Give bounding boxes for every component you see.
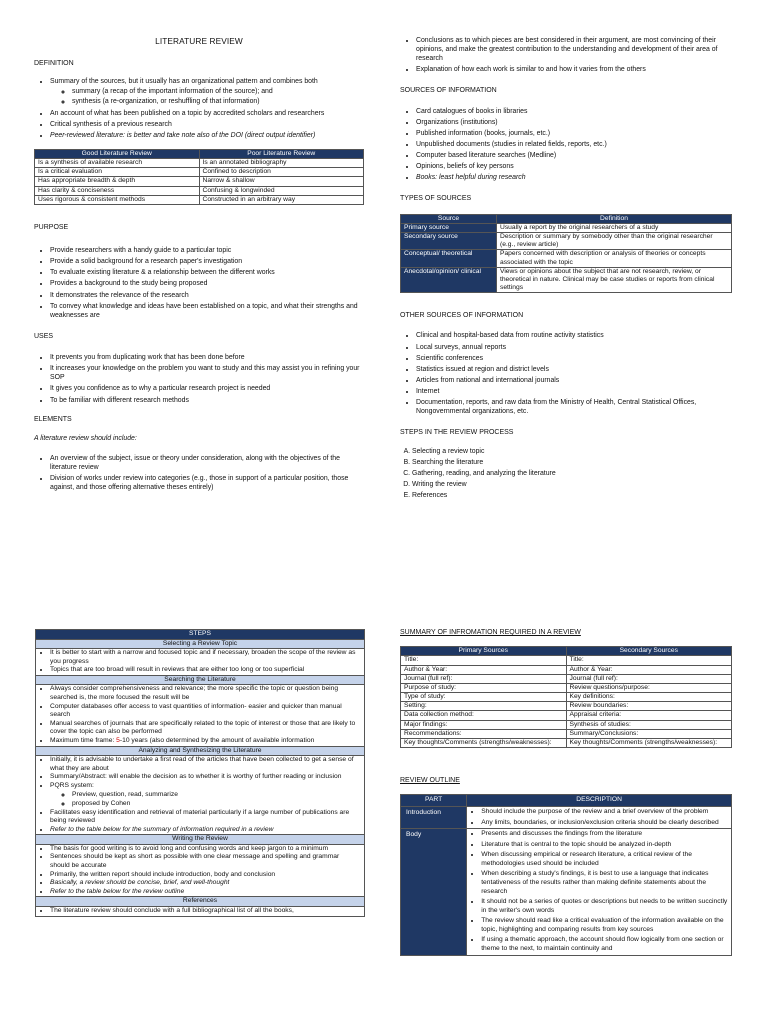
- table-row: Is a synthesis of available research Is an annotated bibliography: [35, 159, 364, 168]
- list-item: • Sentences should be kept as short as possible with one clear message and spelling and grammar should be accurate: [50, 853, 360, 870]
- good-poor-review-table: [34, 149, 364, 205]
- uses-list: [34, 353, 364, 405]
- list-item: A. Selecting a review topic: [412, 447, 732, 456]
- list-item: • It prevents you from duplicating work that has been done before: [50, 353, 364, 362]
- bottom-right-column: [400, 628, 732, 956]
- list-item: • It is better to start with a narrow and focused topic and if necessary, broaden the scope of the review as you progress: [50, 649, 360, 666]
- list-item: • PQRS system: ◦ Preview, question, read, summarize ◦ proposed by Cohen: [50, 782, 360, 809]
- steps-header: STEPS: [36, 630, 365, 640]
- list-item: • It demonstrates the relevance of the research: [50, 291, 364, 300]
- table-row: [401, 829, 732, 956]
- table-header: PART: [401, 795, 467, 807]
- table-row: Uses rigorous & consistent methods Constructed in an arbitrary way: [35, 195, 364, 204]
- review-process-heading: STEPS IN THE REVIEW PROCESS: [400, 429, 514, 437]
- list-item: • The literature review should conclude with a full bibliographical list of all the books,: [50, 907, 360, 916]
- list-item: • Refer to the table below for the review outline: [50, 888, 360, 897]
- elements-intro: A literature review should include:: [34, 434, 137, 442]
- list-item: • Peer-reviewed literature: is better and take note also of the DOI (direct output identifier): [50, 131, 364, 140]
- other-sources-list: [400, 331, 732, 416]
- list-item: • To evaluate existing literature & a relationship between the different works: [50, 268, 364, 277]
- steps-section-body: [36, 844, 365, 896]
- table-header: Poor Literature Review: [199, 149, 364, 158]
- table-row: Setting: Review boundaries:: [401, 702, 732, 711]
- steps-section-body: [36, 756, 365, 835]
- list-item: • Organizations (institutions): [416, 118, 732, 127]
- list-item: • To be familiar with different research methods: [50, 396, 364, 405]
- list-item: • Any limits, boundaries, or inclusion/exclusion criteria should be clearly described: [481, 819, 728, 828]
- table-row: Primary source Usually a report by the original researchers of a study: [401, 223, 732, 232]
- elements-continued-list: [400, 36, 732, 74]
- definition-heading: DEFINITION: [34, 59, 74, 67]
- list-item: • Statistics issued at region and district levels: [416, 365, 732, 374]
- list-item: • Computer based literature searches (Medline): [416, 151, 732, 160]
- list-item: • Critical synthesis of a previous research: [50, 120, 364, 129]
- table-header: Good Literature Review: [35, 149, 200, 158]
- other-sources-heading: OTHER SOURCES OF INFORMATION: [400, 312, 524, 320]
- purpose-list: [34, 246, 364, 320]
- table-row: Type of study: Key definitions:: [401, 693, 732, 702]
- list-item: ◦ synthesis (a re-organization, or reshuffling of that information): [72, 97, 364, 106]
- table-row: Recommendations: Summary/Conclusions:: [401, 729, 732, 738]
- table-header: Source: [401, 214, 497, 223]
- list-item: • The review should read like a critical evaluation of the information available on the topic, highlighting and comparing results from key sources: [481, 917, 728, 934]
- list-item: • If using a thematic approach, the account should flow logically from one section or theme to the next, to maintain continuity and: [481, 936, 728, 953]
- types-of-sources-table: [400, 214, 732, 294]
- list-item: • Opinions, beliefs of key persons: [416, 162, 732, 171]
- table-row: Journal (full ref): Journal (full ref):: [401, 674, 732, 683]
- list-item: • Basically, a review should be concise, brief, and well-thought: [50, 879, 360, 888]
- outline-part-introduction: Introduction: [401, 806, 467, 828]
- list-item: B. Searching the literature: [412, 458, 732, 467]
- list-item: • Summary/Abstract: will enable the decision as to whether it is worthy of further reading or inclusion: [50, 773, 360, 782]
- table-row: [401, 806, 732, 828]
- table-row: Major findings: Synthesis of studies:: [401, 720, 732, 729]
- list-item: • Presents and discusses the findings from the literature: [481, 830, 728, 839]
- list-item: • Primarily, the written report should include introduction, body and conclusion: [50, 871, 360, 880]
- list-item: • It gives you confidence as to why a particular research project is needed: [50, 384, 364, 393]
- steps-section-title: Selecting a Review Topic: [36, 639, 365, 649]
- list-item: • Manual searches of journals that are specifically related to the topic of interest or those that are likely to cover the topic can also be performed: [50, 720, 360, 737]
- sources-heading: SOURCES OF INFORMATION: [400, 87, 497, 95]
- outline-part-body: Body: [401, 829, 467, 956]
- elements-list: [34, 454, 364, 492]
- list-item: • Internet: [416, 387, 732, 396]
- top-right-column: [400, 36, 732, 500]
- review-process-list: [400, 447, 732, 501]
- list-item: • Explanation of how each work is similar to and how it varies from the others: [416, 65, 732, 74]
- summary-table: [400, 646, 732, 748]
- table-row: Conceptual/ theoretical Papers concerned with description or analysis of theories or concepts associated with the topic: [401, 250, 732, 267]
- list-item: • Computer databases offer access to vast quantities of information- easier and quicker than manual search: [50, 703, 360, 720]
- list-item: C. Gathering, reading, and analyzing the literature: [412, 469, 732, 478]
- list-item: • An account of what has been published on a topic by accredited scholars and researchers: [50, 109, 364, 118]
- steps-section-body: [36, 906, 365, 916]
- list-item: • Division of works under review into categories (e.g., those in support of a particular position, those against, and those offering alternative theses entirely): [50, 474, 364, 492]
- list-item: • It increases your knowledge on the problem you want to study and this may assist you in refining your SOP: [50, 364, 364, 382]
- top-left-column: [34, 36, 364, 501]
- list-item: • When describing a study's findings, it is best to use a language that indicates tentativeness of the results rather than making definite statements about the research: [481, 870, 728, 896]
- list-item: • Provide researchers with a handy guide to a particular topic: [50, 246, 364, 255]
- list-item: • Documentation, reports, and raw data from the Ministry of Health, Central Statistical Offices, Nongovernmental organizations, etc.: [416, 398, 732, 416]
- list-item: • Scientific conferences: [416, 354, 732, 363]
- list-item: • The basis for good writing is to avoid long and confusing words and keep jargon to a minimum: [50, 845, 360, 854]
- table-row: Data collection method: Appraisal criteria:: [401, 711, 732, 720]
- list-item: • Conclusions as to which pieces are best considered in their argument, are most convincing of their opinions, and make the greatest contribution to the understanding and development of their area of research: [416, 36, 732, 63]
- list-item: • Clinical and hospital-based data from routine activity statistics: [416, 331, 732, 340]
- review-outline-heading: REVIEW OUTLINE: [400, 777, 460, 785]
- list-item: • Books: least helpful during research: [416, 173, 732, 182]
- list-item: • To convey what knowledge and ideas have been established on a topic, and what their strengths and weaknesses are: [50, 302, 364, 320]
- table-row: Is a critical evaluation Confined to description: [35, 168, 364, 177]
- list-item: • Provides a background to the study being proposed: [50, 279, 364, 288]
- list-item: • Literature that is central to the topic should be analyzed in-depth: [481, 841, 728, 850]
- list-item: • Provide a solid background for a research paper's investigation: [50, 257, 364, 266]
- list-item: • Facilitates easy identification and retrieval of material particularly if a large number of publications are being reviewed: [50, 809, 360, 826]
- list-item: ◦ proposed by Cohen: [72, 800, 360, 809]
- steps-section-title: Analyzing and Synthesizing the Literature: [36, 746, 365, 756]
- list-item: • Topics that are too broad will result in reviews that are either too long or too superficial: [50, 666, 360, 675]
- table-row: Secondary source Description or summary by somebody other than the original researcher (e.g., review article): [401, 233, 732, 250]
- table-header: Secondary Sources: [566, 647, 732, 656]
- list-item: E. References: [412, 491, 732, 500]
- definition-sub-list: [50, 87, 364, 106]
- list-item: • Refer to the table below for the summary of information required in a review: [50, 826, 360, 835]
- table-header: Primary Sources: [401, 647, 567, 656]
- list-item: • Always consider comprehensiveness and relevance; the more specific the topic or question being searched is, the more focused the result will be: [50, 685, 360, 702]
- list-item: • Maximum time frame: 5-10 years (also determined by the amount of available information: [50, 737, 360, 746]
- list-item: • Unpublished documents (studies in related fields, reports, etc.): [416, 140, 732, 149]
- table-row: Has appropriate breadth & depth Narrow & shallow: [35, 177, 364, 186]
- sources-list: [400, 107, 732, 183]
- elements-heading: ELEMENTS: [34, 415, 72, 423]
- page-title: LITERATURE REVIEW: [155, 36, 243, 46]
- list-item: • Should include the purpose of the review and a brief overview of the problem: [481, 808, 728, 817]
- types-heading: TYPES OF SOURCES: [400, 195, 472, 203]
- table-row: Anecdotal/opinion/ clinical Views or opinions about the subject that are not research, review, or theoretical in nature. Clinical may be case studies or reports from clinical settings: [401, 267, 732, 293]
- steps-section-title: Searching the Literature: [36, 675, 365, 685]
- list-item: • When discussing empirical or research literature, a critical review of the methodologies used should be included: [481, 851, 728, 868]
- list-item: ◦ summary (a recap of the important information of the source); and: [72, 87, 364, 96]
- list-item: • Initially, it is advisable to undertake a first read of the articles that have been collected to get a sense of what they are about: [50, 756, 360, 773]
- list-item: • Published information (books, journals, etc.): [416, 129, 732, 138]
- table-row: Key thoughts/Comments (strengths/weaknesses): Key thoughts/Comments (strengths/weaknesses):: [401, 738, 732, 747]
- table-row: Has clarity & conciseness Confusing & longwinded: [35, 186, 364, 195]
- steps-table-container: [35, 629, 365, 917]
- table-header: Definition: [496, 214, 731, 223]
- list-item: • It should not be a series of quotes or descriptions but needs to be written succinctly in the writer's own words: [481, 898, 728, 915]
- time-frame-highlight: 5: [116, 736, 120, 744]
- list-item: ◦ Preview, question, read, summarize: [72, 791, 360, 800]
- uses-heading: USES: [34, 332, 54, 340]
- review-outline-table: [400, 794, 732, 955]
- list-item: • Summary of the sources, but it usually has an organizational pattern and combines both ◦ summary (a recap of the important information of the source); and ◦ synthesis (a re-organization, or reshuffling of that information): [50, 77, 364, 106]
- table-row: Purpose of study: Review questions/purpose:: [401, 683, 732, 692]
- table-header: DESCRIPTION: [467, 795, 732, 807]
- table-row: Title: Title:: [401, 656, 732, 665]
- summary-heading: SUMMARY OF INFROMATION REQUIRED IN A REVIEW: [400, 629, 581, 636]
- steps-section-body: [36, 649, 365, 676]
- definition-list: [34, 77, 364, 140]
- list-item: • Local surveys, annual reports: [416, 343, 732, 352]
- steps-section-body: [36, 685, 365, 746]
- purpose-heading: PURPOSE: [34, 223, 69, 231]
- list-item: • Card catalogues of books in libraries: [416, 107, 732, 116]
- list-item: • An overview of the subject, issue or theory under consideration, along with the objectives of the literature review: [50, 454, 364, 472]
- table-row: Author & Year: Author & Year:: [401, 665, 732, 674]
- steps-table: [35, 629, 365, 917]
- list-item: D. Writing the review: [412, 480, 732, 489]
- list-item: • Articles from national and international journals: [416, 376, 732, 385]
- steps-section-title: Writing the Review: [36, 835, 365, 845]
- steps-section-title: References: [36, 897, 365, 907]
